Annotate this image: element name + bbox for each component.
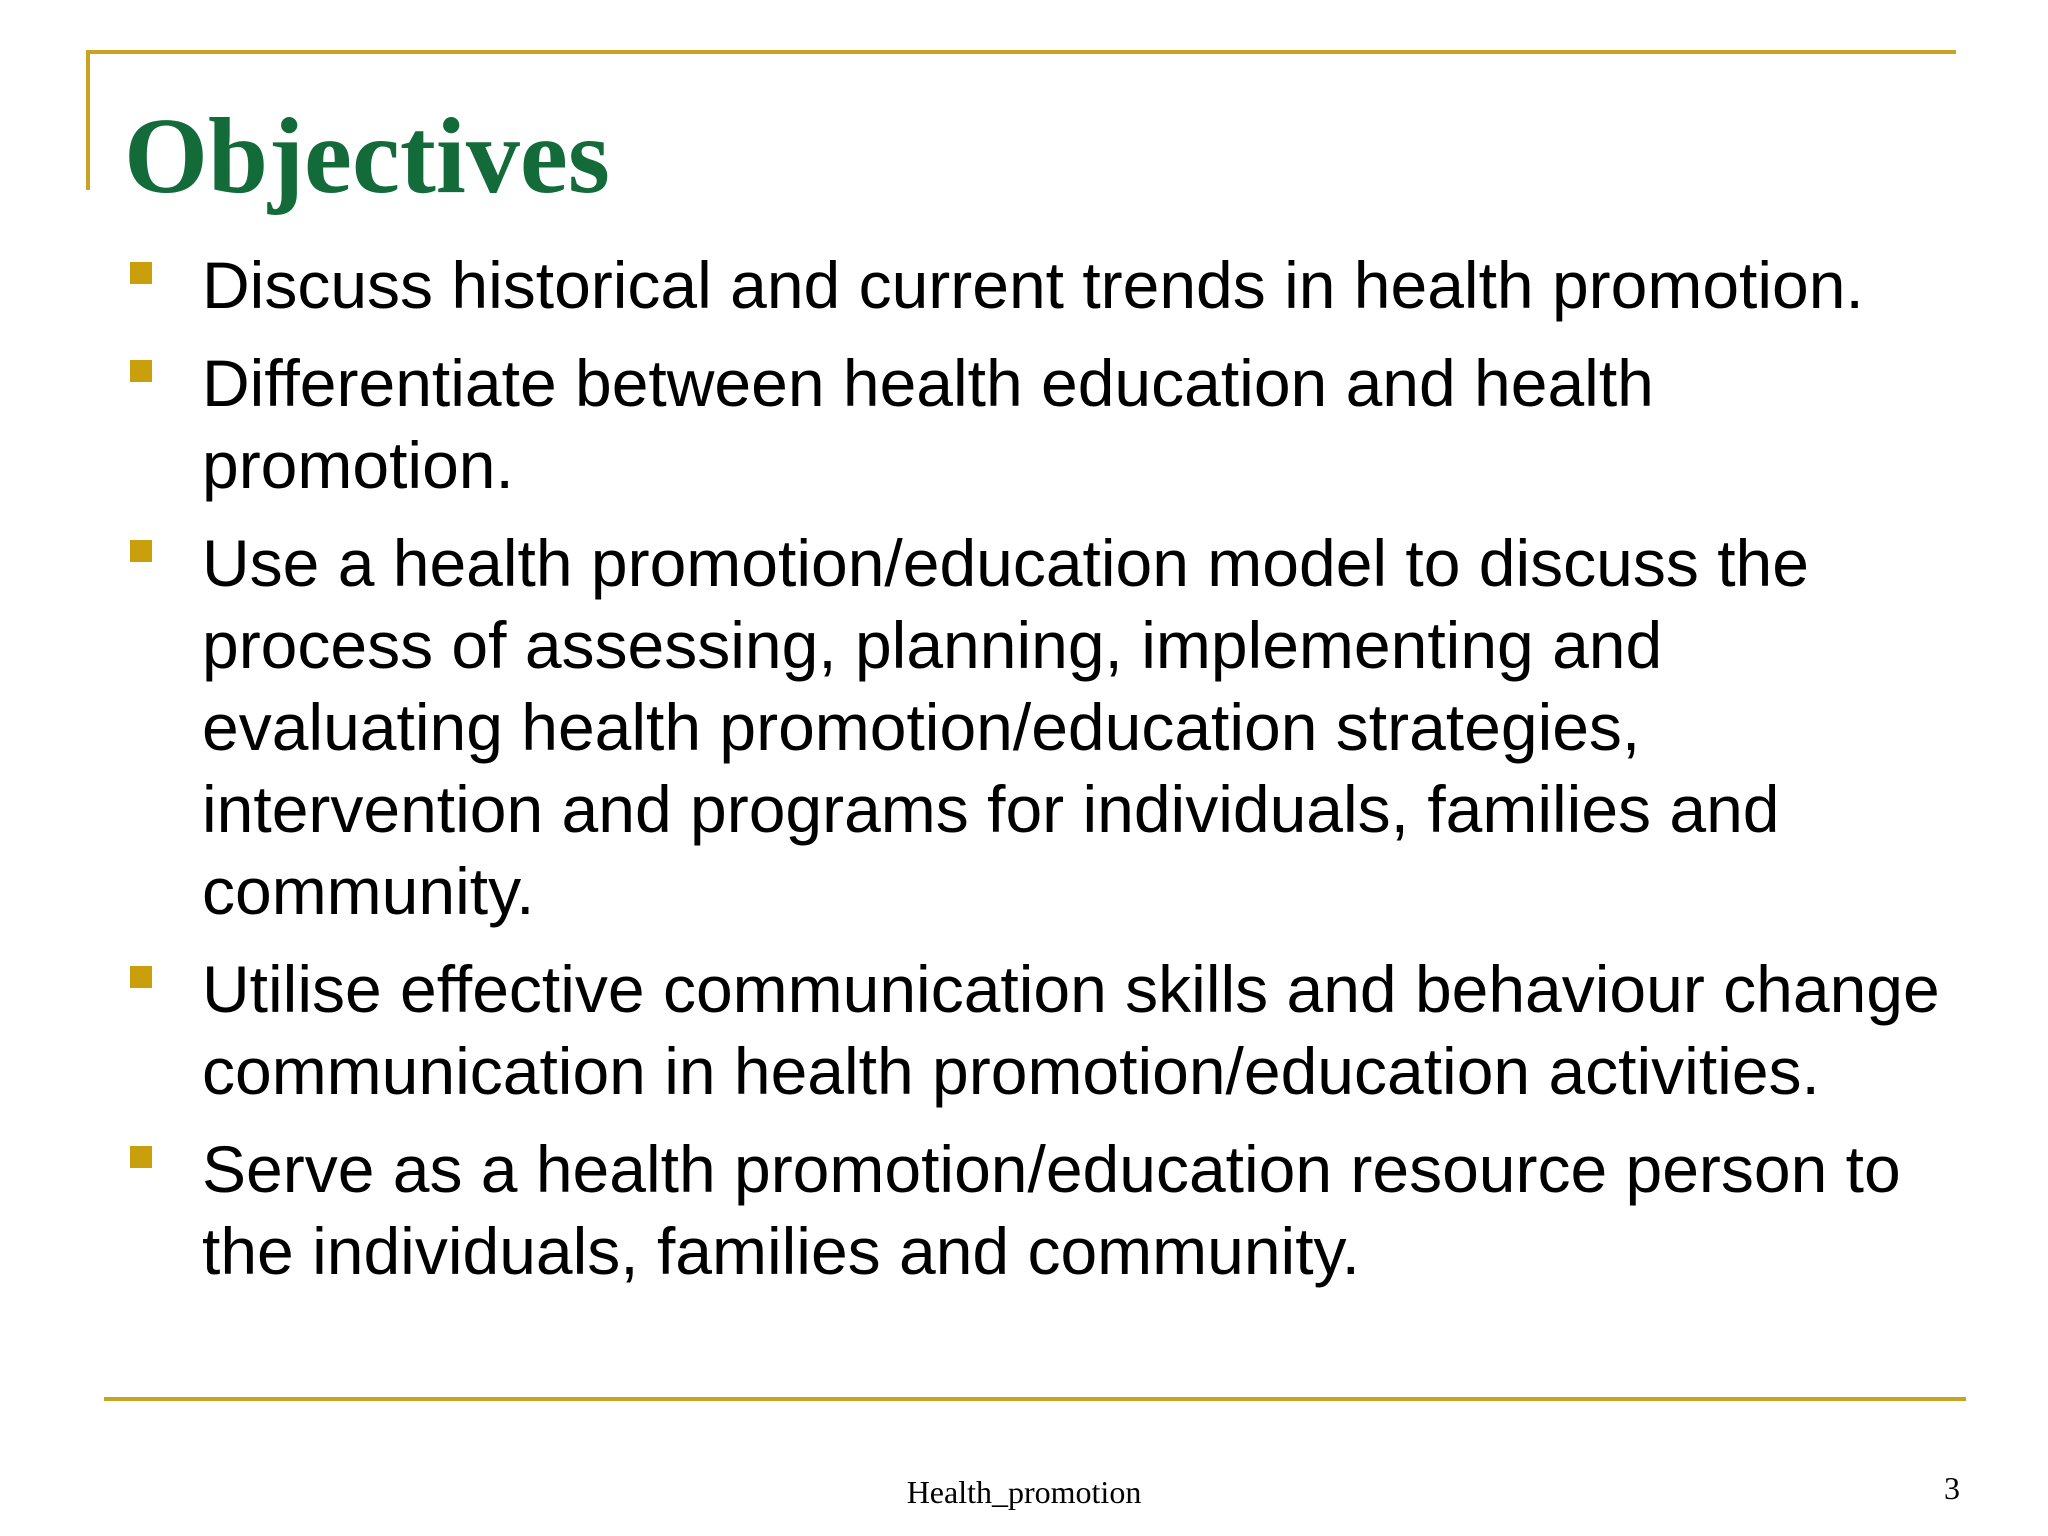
objectives-list	[124, 244, 1954, 1308]
list-item-text: Discuss historical and current trends in health promotion.	[202, 248, 1864, 322]
list-item	[124, 342, 1954, 506]
square-bullet-icon	[130, 540, 152, 562]
list-item-text: Serve as a health promotion/education resource person to the individuals, families and community.	[202, 1132, 1901, 1288]
list-item	[124, 948, 1954, 1112]
square-bullet-icon	[130, 966, 152, 988]
list-item-text: Differentiate between health education and health promotion.	[202, 346, 1654, 502]
list-item-text: Use a health promotion/education model to discuss the process of assessing, planning, implementing and evaluating health promotion/education strategies, intervention and programs for individuals, families and community.	[202, 526, 1809, 928]
list-item	[124, 244, 1954, 326]
footer-rule	[104, 1397, 1966, 1401]
slide-number: 3	[1944, 1470, 1960, 1506]
frame-top-rule	[86, 50, 1956, 54]
footer-label: Health_promotion	[906, 1474, 1142, 1510]
square-bullet-icon	[130, 360, 152, 382]
square-bullet-icon	[130, 262, 152, 284]
frame-left-rule	[86, 50, 90, 190]
list-item-text: Utilise effective communication skills and behaviour change communication in health promotion/education activities.	[202, 952, 1940, 1108]
slide-title: Objectives	[124, 97, 610, 216]
square-bullet-icon	[130, 1146, 152, 1168]
list-item	[124, 522, 1954, 932]
list-item	[124, 1128, 1954, 1292]
